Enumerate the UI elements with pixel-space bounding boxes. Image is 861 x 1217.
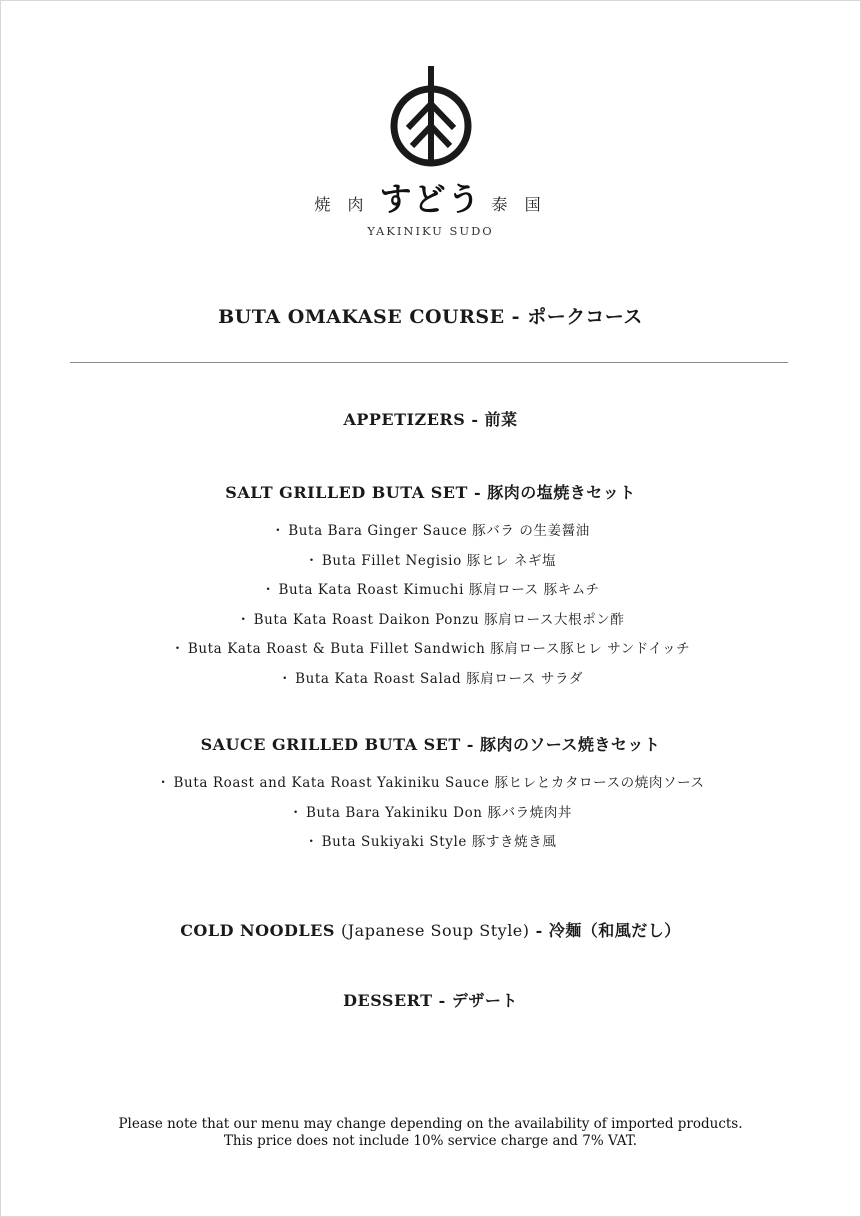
bullet-mark: ・ (170, 641, 185, 658)
menu-item-text: Buta Fillet Negisio 豚ヒレ ネギ塩 (321, 552, 557, 569)
dessert-heading: DESSERT - デザート (343, 991, 518, 1010)
list-item (0, 606, 861, 636)
menu-item-text: Buta Kata Roast & Buta Fillet Sandwich 豚肩ロース豚ヒレ サンドイッチ (187, 641, 691, 658)
footer-line-availability: Please note that our menu may change depending on the availability of imported products. (118, 1116, 743, 1132)
menu-item-text: Buta Sukiyaki Style 豚すき焼き風 (321, 834, 557, 851)
cold-noodles-heading (0, 918, 861, 941)
menu-item-text: Buta Kata Roast Salad 豚肩ロース サラダ (295, 670, 584, 687)
logo-right-text: 泰 国 (491, 195, 547, 214)
logo-main-text: すどう (379, 180, 482, 218)
list-item (0, 665, 861, 695)
salt-grilled-list (0, 517, 861, 695)
bullet-mark: ・ (271, 523, 286, 539)
sauce-grilled-list (0, 769, 861, 858)
cold-noodles-title: COLD NOODLES (180, 921, 335, 940)
list-item (0, 828, 861, 858)
menu-item-text: Buta Kata Roast Daikon Ponzu 豚肩ロース大根ポン酢 (253, 611, 625, 628)
list-item (0, 769, 861, 799)
bullet-mark: ・ (288, 804, 304, 821)
footer-line-price: This price does not include 10% service charge and 7% VAT. (223, 1133, 638, 1149)
salt-grilled-heading: SALT GRILLED BUTA SET - 豚肉の塩焼きセット (225, 483, 636, 502)
menu-item-text: Buta Kata Roast Kimuchi 豚肩ロース 豚キムチ (278, 582, 600, 599)
title-divider (70, 362, 788, 363)
bullet-mark: ・ (277, 670, 293, 687)
bullet-mark: ・ (304, 834, 319, 851)
menu-item-text: Buta Roast and Kata Roast Yakiniku Sauce 豚ヒレとカタロースの焼肉ソース (173, 775, 705, 791)
bullet-mark: ・ (304, 552, 319, 569)
cold-noodles-japanese: - 冷麺（和風だし） (535, 921, 681, 940)
menu-item-text: Buta Bara Ginger Sauce 豚バラ の生姜醤油 (288, 523, 590, 539)
list-item (0, 635, 861, 665)
bullet-mark: ・ (156, 775, 171, 791)
logo-wordmark (0, 174, 861, 220)
list-item (0, 547, 861, 577)
appetizers-heading: APPETIZERS - 前菜 (343, 410, 518, 429)
menu-item-text: Buta Bara Yakiniku Don 豚バラ焼肉丼 (306, 804, 573, 821)
logo-english-name: YAKINIKU SUDO (367, 224, 494, 238)
logo-left-text: 焼 肉 (314, 195, 370, 214)
list-item (0, 799, 861, 829)
list-item (0, 576, 861, 606)
logo-emblem-icon (386, 62, 476, 172)
menu-footer-note (0, 1116, 861, 1150)
bullet-mark: ・ (236, 611, 251, 628)
course-title: BUTA OMAKASE COURSE - ポークコース (218, 306, 643, 328)
bullet-mark: ・ (261, 582, 276, 599)
sauce-grilled-heading: SAUCE GRILLED BUTA SET - 豚肉のソース焼きセット (200, 735, 661, 754)
list-item (0, 517, 861, 547)
restaurant-logo (0, 62, 861, 238)
cold-noodles-note: (Japanese Soup Style) (341, 921, 530, 940)
